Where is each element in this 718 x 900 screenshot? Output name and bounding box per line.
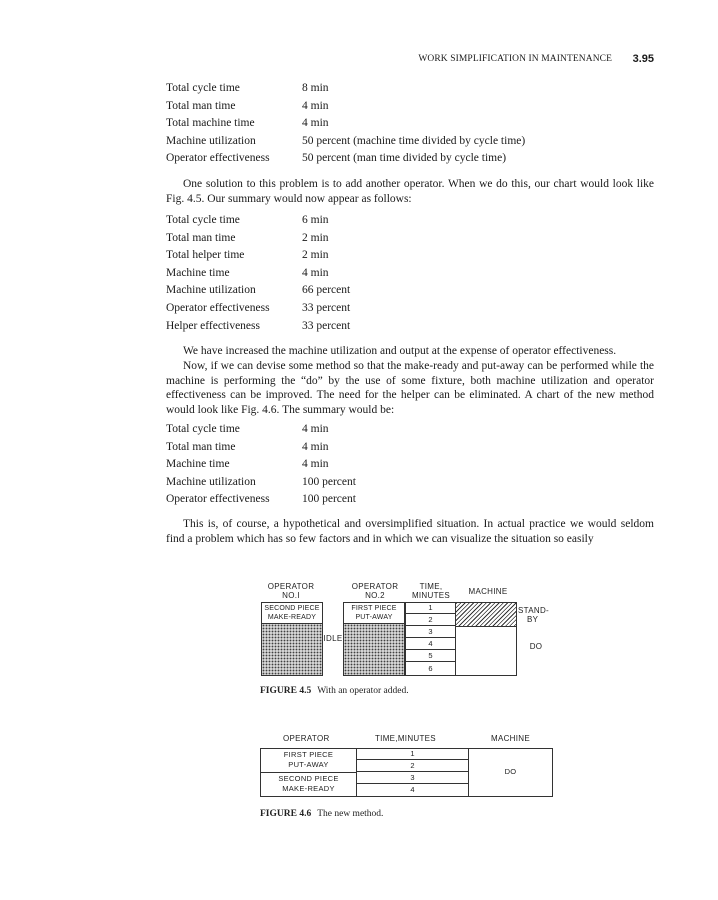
summary-value: 8 min <box>302 82 329 94</box>
summary-row <box>166 249 350 267</box>
col-header-time: TIME, MINUTES <box>411 582 451 600</box>
machine-standby-hatch <box>456 603 516 626</box>
summary-label: Total man time <box>166 99 236 112</box>
summary-row <box>166 82 525 100</box>
paragraph-3: Now, if we can devise some method so that the make-ready and put-away can be performed while the machine is performing the “do” by the use of some fixture, both machine utilization and operator effectiveness can be improved. The need for the helper can be eliminated. A chart of the new method would look like Fig. 4.6. The summary would be: <box>166 360 654 416</box>
figure-4-6-caption <box>260 809 383 819</box>
summary-row <box>166 476 356 494</box>
summary-label: Operator effectiveness <box>166 301 270 314</box>
summary-value: 66 percent <box>302 284 351 297</box>
summary-label: Machine time <box>166 458 230 471</box>
caption-text: The new method. <box>317 809 384 819</box>
caption-text: With an operator added. <box>317 686 409 696</box>
summary-label: Machine utilization <box>166 475 256 488</box>
summary-value: 33 percent <box>302 301 351 314</box>
paragraph-2: We have increased the machine utilization and output at the expense of operator effectiveness. <box>183 345 617 357</box>
summary-row <box>166 232 350 250</box>
time-cell: 1 <box>406 602 455 614</box>
summary-label: Total machine time <box>166 117 255 130</box>
time-cell: 1 <box>357 748 468 760</box>
summary-value: 4 min <box>302 99 329 112</box>
summary-row <box>166 458 356 476</box>
summary-row <box>166 423 356 441</box>
do-label: DO <box>504 767 517 776</box>
summary-label: Operator effectiveness <box>166 493 270 506</box>
summary-table-2 <box>166 214 350 337</box>
operator-2-task: FIRST PIECE PUT-AWAY <box>351 605 397 621</box>
summary-value: 4 min <box>302 117 329 130</box>
paragraph-1: One solution to this problem is to add another operator. When we do this, our chart would look like Fig. 4.5. Our summary would now appear as follows: <box>166 178 654 205</box>
time-cell: 4 <box>406 638 455 650</box>
col-header-operator-1: OPERATOR NO.I <box>267 582 315 600</box>
summary-value: 6 min <box>302 214 329 226</box>
time-cell: 2 <box>357 760 468 772</box>
summary-label: Total cycle time <box>166 423 240 435</box>
summary-label: Total cycle time <box>166 82 240 94</box>
col-header-operator: OPERATOR <box>283 734 330 743</box>
operator-1-task: SECOND PIECE MAKE-READY <box>264 605 320 621</box>
time-cell: 2 <box>406 614 455 626</box>
summary-row <box>166 135 525 153</box>
summary-table-1 <box>166 82 525 170</box>
summary-label: Machine utilization <box>166 284 256 297</box>
summary-label: Operator effectiveness <box>166 152 270 165</box>
summary-row <box>166 441 356 459</box>
task-first-piece: FIRST PIECE PUT-AWAY <box>283 750 334 769</box>
summary-label: Total man time <box>166 231 236 244</box>
figure-4-6 <box>250 730 570 830</box>
time-cell: 5 <box>406 650 455 662</box>
summary-value: 4 min <box>302 440 329 453</box>
time-cell: 3 <box>406 626 455 638</box>
summary-row <box>166 284 350 302</box>
col-header-machine: MACHINE <box>491 734 530 743</box>
summary-row <box>166 214 350 232</box>
running-head-title: WORK SIMPLIFICATION IN MAINTENANCE <box>418 54 612 64</box>
summary-table-3 <box>166 423 356 511</box>
caption-number: FIGURE 4.5 <box>260 686 312 696</box>
summary-value: 50 percent (machine time divided by cycle time) <box>302 134 526 147</box>
summary-row <box>166 152 525 170</box>
summary-value: 4 min <box>302 458 329 471</box>
summary-value: 33 percent <box>302 319 351 332</box>
summary-value: 2 min <box>302 249 329 262</box>
do-label: DO <box>529 642 543 651</box>
idle-label: IDLE <box>323 634 343 643</box>
operator-1-idle-shading <box>262 624 322 675</box>
summary-row <box>166 302 350 320</box>
summary-value: 2 min <box>302 231 329 244</box>
running-header <box>166 54 654 68</box>
summary-row <box>166 117 525 135</box>
caption-number: FIGURE 4.6 <box>260 809 312 819</box>
divider <box>260 772 357 773</box>
summary-label: Machine time <box>166 266 230 279</box>
divider <box>455 626 517 627</box>
summary-value: 4 min <box>302 423 329 435</box>
col-header-time: TIME,MINUTES <box>375 734 436 743</box>
figure-4-5-caption <box>260 686 409 696</box>
summary-row <box>166 267 350 285</box>
summary-label: Total cycle time <box>166 214 240 226</box>
summary-value: 100 percent <box>302 493 356 506</box>
page-number: 3.95 <box>632 53 654 65</box>
summary-row <box>166 493 356 511</box>
summary-label: Helper effectiveness <box>166 319 260 332</box>
summary-row <box>166 100 525 118</box>
summary-row <box>166 320 350 338</box>
figure-4-5 <box>250 578 570 698</box>
time-cell: 6 <box>428 664 433 673</box>
time-cell: 4 <box>410 785 415 794</box>
summary-label: Total helper time <box>166 249 245 262</box>
summary-label: Machine utilization <box>166 134 256 147</box>
time-cell: 3 <box>357 772 468 784</box>
summary-value: 100 percent <box>302 475 356 488</box>
task-second-piece: SECOND PIECE MAKE-READY <box>278 774 339 793</box>
col-header-operator-2: OPERATOR NO.2 <box>351 582 399 600</box>
summary-label: Total man time <box>166 440 236 453</box>
paragraph-4: This is, of course, a hypothetical and oversimplified situation. In actual practice we would seldom find a problem which has so few factors and in which we can visualize the situation so easily <box>166 518 654 545</box>
summary-value: 50 percent (man time divided by cycle time) <box>302 152 507 165</box>
col-header-machine: MACHINE <box>468 587 508 596</box>
operator-2-idle-shading <box>344 624 404 675</box>
summary-value: 4 min <box>302 266 329 279</box>
standby-label: STAND- BY <box>518 606 549 624</box>
